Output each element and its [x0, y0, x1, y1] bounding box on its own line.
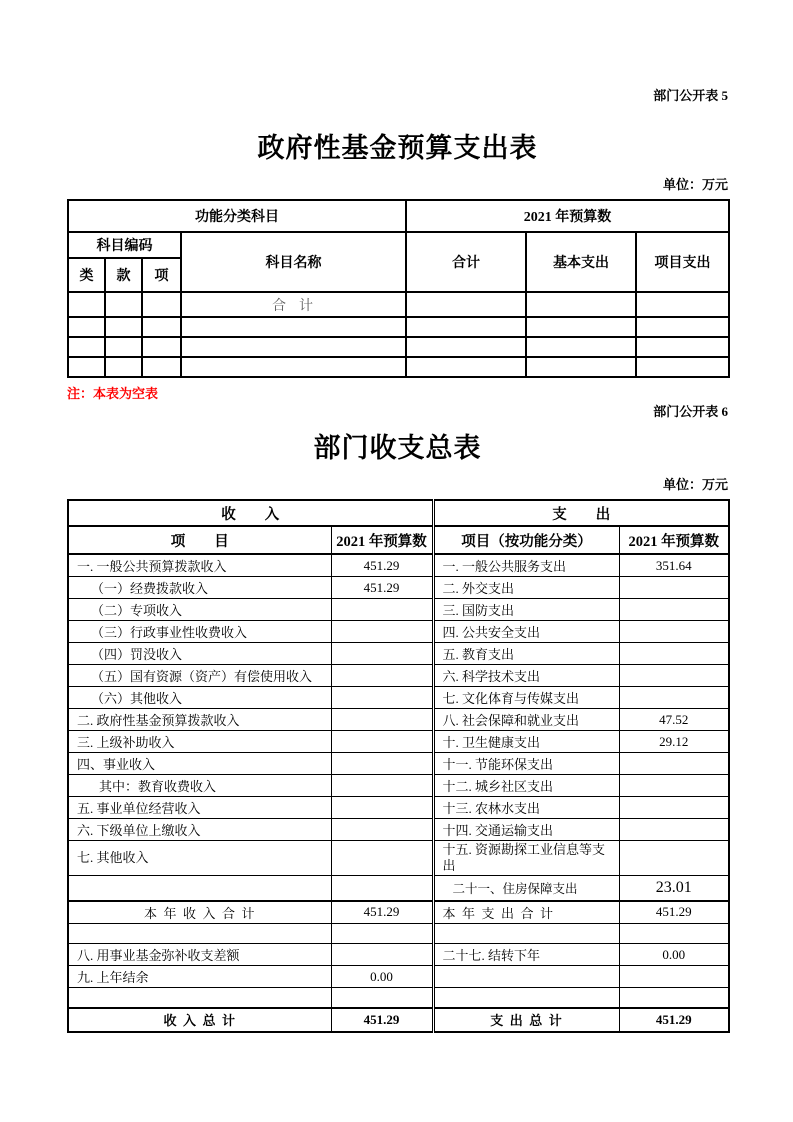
summary-table-row — [68, 1008, 729, 1032]
func-class-header: 功能分类科目 — [68, 200, 406, 232]
summary-table-row — [68, 797, 729, 819]
income-value-cell — [331, 876, 433, 901]
table-row — [68, 357, 729, 377]
expense-label-cell: 八. 社会保障和就业支出 — [433, 709, 619, 731]
income-value-cell: 451.29 — [331, 554, 433, 577]
expense-value-cell: 451.29 — [619, 901, 729, 924]
summary-table-body — [68, 554, 729, 1032]
table-header-row — [68, 200, 729, 232]
empty-cell — [636, 357, 729, 377]
expense-label-cell: 十二. 城乡社区支出 — [433, 775, 619, 797]
income-value-cell — [331, 753, 433, 775]
income-value-cell — [331, 599, 433, 621]
empty-table-note: 注：本表为空表 — [67, 386, 159, 401]
summary-table-row — [68, 599, 729, 621]
expense-value-cell — [619, 819, 729, 841]
expense-value-cell — [619, 665, 729, 687]
expense-value-cell — [619, 577, 729, 599]
empty-cell — [406, 292, 526, 317]
summary-table-row — [68, 753, 729, 775]
class-col-header: 类 — [68, 258, 105, 292]
fund-budget-table — [67, 199, 730, 378]
income-value-cell: 451.29 — [331, 1008, 433, 1032]
basic-expense-col-header: 基本支出 — [526, 232, 636, 292]
summary-table-row — [68, 819, 729, 841]
expense-value-cell: 47.52 — [619, 709, 729, 731]
summary-table-row — [68, 901, 729, 924]
income-value-cell — [331, 841, 433, 876]
empty-cell — [181, 357, 406, 377]
income-label-cell — [68, 876, 331, 901]
income-value-cell: 451.29 — [331, 901, 433, 924]
income-value-cell — [331, 819, 433, 841]
expense-label-cell: 十三. 农林水支出 — [433, 797, 619, 819]
summary-table-row — [68, 709, 729, 731]
expense-label-cell: 十一. 节能环保支出 — [433, 753, 619, 775]
income-value-cell — [331, 709, 433, 731]
expense-section-header: 支 出 — [433, 500, 729, 526]
empty-cell — [142, 292, 181, 317]
expense-label-cell: 十. 卫生健康支出 — [433, 731, 619, 753]
section-header-row — [68, 500, 729, 526]
summary-table-row — [68, 966, 729, 988]
empty-cell — [105, 357, 142, 377]
expense-label-cell: 本 年 支 出 合 计 — [433, 901, 619, 924]
empty-cell — [105, 317, 142, 337]
expense-budget-col-header: 2021 年预算数 — [619, 526, 729, 554]
section-col-header: 款 — [105, 258, 142, 292]
table5-sheet-tag: 部门公开表 5 — [653, 88, 728, 103]
income-value-cell — [331, 988, 433, 1008]
empty-cell — [142, 317, 181, 337]
expense-label-cell — [433, 966, 619, 988]
expense-label-cell: 五. 教育支出 — [433, 643, 619, 665]
income-value-cell: 451.29 — [331, 577, 433, 599]
expense-label-cell — [433, 988, 619, 1008]
summary-table-row — [68, 731, 729, 753]
income-value-cell — [331, 775, 433, 797]
income-value-cell — [331, 687, 433, 709]
table-header-row — [68, 232, 729, 258]
empty-cell — [526, 357, 636, 377]
expense-value-cell — [619, 966, 729, 988]
expense-label-cell: 二十七. 结转下年 — [433, 944, 619, 966]
table-row — [68, 292, 729, 317]
income-label-cell: （一）经费拨款收入 — [68, 577, 331, 599]
table6-unit-label: 单位：万元 — [662, 477, 728, 492]
income-label-cell: 二. 政府性基金预算拨款收入 — [68, 709, 331, 731]
expense-label-cell: 十四. 交通运输支出 — [433, 819, 619, 841]
income-value-cell — [331, 924, 433, 944]
income-label-cell: 收 入 总 计 — [68, 1008, 331, 1032]
table-row — [68, 317, 729, 337]
income-value-cell — [331, 797, 433, 819]
expense-value-cell — [619, 599, 729, 621]
expense-value-cell: 451.29 — [619, 1008, 729, 1032]
summary-table-row — [68, 643, 729, 665]
expense-item-col-header: 项目（按功能分类） — [433, 526, 619, 554]
summary-table-row — [68, 876, 729, 901]
empty-cell — [406, 317, 526, 337]
income-label-cell: （二）专项收入 — [68, 599, 331, 621]
item-col-header: 项 — [142, 258, 181, 292]
income-value-cell — [331, 643, 433, 665]
budget-year-header: 2021 年预算数 — [406, 200, 729, 232]
expense-label-cell: 二十一、住房保障支出 — [433, 876, 619, 901]
empty-cell — [68, 317, 105, 337]
expense-value-cell — [619, 643, 729, 665]
expense-value-cell — [619, 797, 729, 819]
summary-table-row — [68, 665, 729, 687]
expense-value-cell: 351.64 — [619, 554, 729, 577]
income-item-col-header: 项 目 — [68, 526, 331, 554]
summary-table-row — [68, 621, 729, 643]
income-value-cell — [331, 665, 433, 687]
summary-table-row — [68, 554, 729, 577]
income-label-cell: 七. 其他收入 — [68, 841, 331, 876]
summary-table-row — [68, 924, 729, 944]
income-label-cell: 四、事业收入 — [68, 753, 331, 775]
summary-table-row — [68, 775, 729, 797]
empty-cell — [636, 337, 729, 357]
table6-title: 部门收支总表 — [313, 433, 482, 463]
summary-table-row — [68, 687, 729, 709]
subject-code-header: 科目编码 — [68, 232, 181, 258]
summary-table-row — [68, 841, 729, 876]
summary-table-row — [68, 988, 729, 1008]
income-value-cell — [331, 731, 433, 753]
income-label-cell — [68, 924, 331, 944]
income-label-cell: 其中：教育收费收入 — [68, 775, 331, 797]
empty-cell — [526, 317, 636, 337]
expense-label-cell: 十五. 资源勘探工业信息等支出 — [433, 841, 619, 876]
expense-label-cell: 二. 外交支出 — [433, 577, 619, 599]
income-section-header: 收 入 — [68, 500, 433, 526]
empty-cell — [105, 337, 142, 357]
income-label-cell: （五）国有资源（资产）有偿使用收入 — [68, 665, 331, 687]
income-label-cell: （四）罚没收入 — [68, 643, 331, 665]
empty-cell — [406, 357, 526, 377]
project-expense-col-header: 项目支出 — [636, 232, 729, 292]
empty-cell — [105, 292, 142, 317]
expense-label-cell: 六. 科学技术支出 — [433, 665, 619, 687]
income-label-cell: 本 年 收 入 合 计 — [68, 901, 331, 924]
expense-value-cell — [619, 775, 729, 797]
expense-label-cell: 四. 公共安全支出 — [433, 621, 619, 643]
empty-cell — [181, 337, 406, 357]
empty-cell — [68, 292, 105, 317]
expense-value-cell — [619, 621, 729, 643]
expense-label-cell: 一. 一般公共服务支出 — [433, 554, 619, 577]
empty-cell — [142, 357, 181, 377]
income-label-cell: 一. 一般公共预算拨款收入 — [68, 554, 331, 577]
empty-cell — [636, 317, 729, 337]
column-header-row — [68, 526, 729, 554]
revenue-expenditure-table — [67, 499, 730, 1033]
income-label-cell: 九. 上年结余 — [68, 966, 331, 988]
income-value-cell — [331, 621, 433, 643]
table-row — [68, 337, 729, 357]
expense-value-cell — [619, 988, 729, 1008]
income-label-cell: （六）其他收入 — [68, 687, 331, 709]
empty-cell — [636, 292, 729, 317]
empty-cell — [142, 337, 181, 357]
income-budget-col-header: 2021 年预算数 — [331, 526, 433, 554]
empty-cell — [526, 292, 636, 317]
empty-cell — [68, 337, 105, 357]
empty-cell — [406, 337, 526, 357]
expense-value-cell: 29.12 — [619, 731, 729, 753]
expense-value-cell: 0.00 — [619, 944, 729, 966]
income-label-cell: （三）行政事业性收费收入 — [68, 621, 331, 643]
summary-table-row — [68, 577, 729, 599]
income-label-cell: 五. 事业单位经营收入 — [68, 797, 331, 819]
grand-total-label: 合 计 — [181, 292, 406, 317]
expense-value-cell — [619, 753, 729, 775]
empty-cell — [68, 357, 105, 377]
expense-value-cell — [619, 841, 729, 876]
expense-value-cell — [619, 687, 729, 709]
income-value-cell: 0.00 — [331, 966, 433, 988]
empty-cell — [526, 337, 636, 357]
empty-cell — [181, 317, 406, 337]
expense-value-cell — [619, 924, 729, 944]
income-label-cell: 八. 用事业基金弥补收支差额 — [68, 944, 331, 966]
table6-sheet-tag: 部门公开表 6 — [653, 404, 728, 419]
expense-label-cell — [433, 924, 619, 944]
subject-name-header: 科目名称 — [181, 232, 406, 292]
income-label-cell: 三. 上级补助收入 — [68, 731, 331, 753]
expense-label-cell: 七. 文化体育与传媒支出 — [433, 687, 619, 709]
total-col-header: 合计 — [406, 232, 526, 292]
expense-label-cell: 支 出 总 计 — [433, 1008, 619, 1032]
expense-label-cell: 三. 国防支出 — [433, 599, 619, 621]
income-label-cell: 六. 下级单位上缴收入 — [68, 819, 331, 841]
income-label-cell — [68, 988, 331, 1008]
income-value-cell — [331, 944, 433, 966]
summary-table-row — [68, 944, 729, 966]
table5-unit-label: 单位：万元 — [662, 177, 728, 192]
table5-title: 政府性基金预算支出表 — [257, 133, 538, 163]
expense-value-cell: 23.01 — [619, 876, 729, 901]
